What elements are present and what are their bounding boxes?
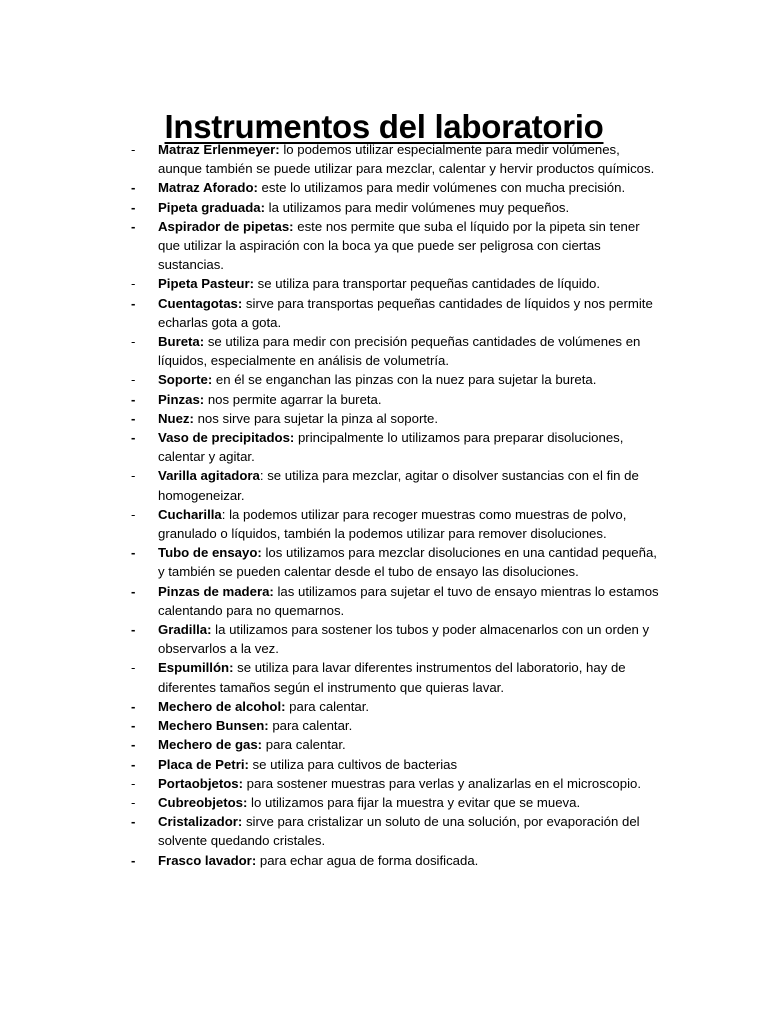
instrument-description: se utiliza para medir con precisión pequeñas cantidades de volúmenes en líquidos, especialmente en análisis de volumetría. bbox=[158, 334, 641, 369]
item-content bbox=[158, 582, 660, 620]
instrument-name: Mechero Bunsen: bbox=[158, 718, 269, 734]
list-bullet: - bbox=[131, 410, 136, 426]
list-item bbox=[130, 274, 660, 293]
instrument-name: Frasco lavador: bbox=[158, 852, 257, 868]
instrument-description: este lo utilizamos para medir volúmenes con mucha precisión. bbox=[257, 180, 626, 196]
instrument-name: Portaobjetos: bbox=[158, 775, 243, 791]
list-item bbox=[130, 543, 660, 581]
instrument-name: Pipeta graduada: bbox=[158, 199, 265, 215]
item-content bbox=[158, 370, 660, 389]
list-item bbox=[130, 428, 660, 466]
instrument-list bbox=[130, 140, 660, 870]
instrument-name: Nuez: bbox=[158, 410, 194, 426]
item-content bbox=[158, 217, 660, 275]
list-bullet: - bbox=[131, 180, 136, 196]
instrument-name: Soporte: bbox=[158, 372, 213, 388]
list-bullet: - bbox=[131, 430, 136, 446]
instrument-name: Matraz Aforado: bbox=[158, 180, 258, 196]
item-content bbox=[158, 774, 660, 793]
instrument-name: Mechero de gas: bbox=[158, 737, 263, 753]
list-item bbox=[130, 774, 660, 793]
list-bullet: - bbox=[131, 295, 136, 311]
list-bullet: - bbox=[131, 814, 136, 830]
instrument-description: nos permite agarrar la bureta. bbox=[204, 391, 382, 407]
item-content bbox=[158, 428, 660, 466]
instrument-description: principalmente lo utilizamos para preparar disoluciones, calentar y agitar. bbox=[158, 430, 624, 465]
instrument-description: para calentar. bbox=[262, 737, 346, 753]
list-item bbox=[130, 582, 660, 620]
item-content bbox=[158, 332, 660, 370]
list-bullet: - bbox=[131, 334, 136, 350]
item-content bbox=[158, 274, 660, 293]
page-title: Instrumentos del laboratorio bbox=[164, 108, 604, 146]
list-item bbox=[130, 294, 660, 332]
instrument-description: sirve para cristalizar un soluto de una solución, por evaporación del solvente quedando cristales. bbox=[158, 814, 640, 849]
instrument-description: los utilizamos para mezclar disoluciones en una cantidad pequeña, y también se pueden calentar desde el tubo de ensayo las disoluciones. bbox=[158, 545, 657, 580]
list-bullet: - bbox=[131, 718, 136, 734]
instrument-description: la utilizamos para sostener los tubos y poder almacenarlos con un orden y observarlos a la vez. bbox=[158, 622, 650, 657]
instrument-description: para sostener muestras para verlas y analizarlas en el microscopio. bbox=[243, 775, 642, 791]
instrument-name: Matraz Erlenmeyer: bbox=[158, 142, 280, 157]
instrument-description: se utiliza para lavar diferentes instrumentos del laboratorio, hay de diferentes tamaños según el instrumento que quieras lavar. bbox=[158, 660, 626, 695]
list-bullet: - bbox=[131, 372, 136, 388]
list-bullet: - bbox=[131, 218, 136, 234]
list-bullet: - bbox=[131, 852, 136, 868]
instrument-name: Aspirador de pipetas: bbox=[158, 218, 294, 234]
list-item bbox=[130, 851, 660, 870]
list-bullet: - bbox=[131, 775, 136, 791]
instrument-name: Gradilla: bbox=[158, 622, 212, 638]
item-content bbox=[158, 658, 660, 696]
list-bullet: - bbox=[131, 622, 136, 638]
instrument-name: Bureta: bbox=[158, 334, 205, 350]
list-item bbox=[130, 620, 660, 658]
list-bullet: - bbox=[131, 660, 136, 676]
instrument-description: para calentar. bbox=[285, 698, 370, 714]
instrument-description: la utilizamos para medir volúmenes muy pequeños. bbox=[265, 199, 570, 215]
list-bullet: - bbox=[131, 142, 136, 157]
list-bullet: - bbox=[131, 794, 136, 810]
instrument-description: nos sirve para sujetar la pinza al soporte. bbox=[193, 410, 439, 426]
instrument-name: Cucharilla bbox=[158, 506, 222, 522]
list-item bbox=[130, 370, 660, 389]
instrument-name: Pinzas: bbox=[158, 391, 205, 407]
item-content bbox=[158, 716, 660, 735]
instrument-name: Placa de Petri: bbox=[158, 756, 249, 772]
item-content bbox=[158, 793, 660, 812]
instrument-description: para echar agua de forma dosificada. bbox=[256, 852, 479, 868]
list-bullet: - bbox=[131, 468, 136, 484]
list-item bbox=[130, 658, 660, 696]
instrument-name: Varilla agitadora bbox=[158, 468, 260, 484]
list-item bbox=[130, 697, 660, 716]
instrument-description: este nos permite que suba el líquido por la pipeta sin tener que utilizar la aspiración con la boca ya que puede ser peligrosa con ciertas sustancias. bbox=[158, 218, 640, 273]
list-item bbox=[130, 332, 660, 370]
item-content bbox=[158, 140, 660, 178]
list-item bbox=[130, 409, 660, 428]
instrument-description: las utilizamos para sujetar el tuvo de ensayo mientras lo estamos calentando para no quemarnos. bbox=[158, 583, 659, 618]
list-item bbox=[130, 466, 660, 504]
list-item bbox=[130, 735, 660, 754]
item-content bbox=[158, 755, 660, 774]
list-bullet: - bbox=[131, 506, 136, 522]
instrument-name: Cristalizador: bbox=[158, 814, 243, 830]
list-bullet: - bbox=[131, 545, 136, 561]
list-item bbox=[130, 793, 660, 812]
list-item bbox=[130, 390, 660, 409]
item-content bbox=[158, 178, 660, 197]
item-content bbox=[158, 543, 660, 581]
item-content bbox=[158, 505, 660, 543]
instrument-name: Vaso de precipitados: bbox=[158, 430, 295, 446]
list-bullet: - bbox=[131, 391, 136, 407]
instrument-description: se utiliza para cultivos de bacterias bbox=[248, 756, 458, 772]
item-content bbox=[158, 390, 660, 409]
item-content bbox=[158, 851, 660, 870]
instrument-description: : la podemos utilizar para recoger muestras como muestras de polvo, granulado o líquidos, también la podemos utilizar para remover disoluciones. bbox=[158, 506, 627, 542]
instrument-description: sirve para transportas pequeñas cantidades de líquidos y nos permite echarlas gota a gota. bbox=[158, 295, 653, 330]
instrument-description: : se utiliza para mezclar, agitar o disolver sustancias con el fin de homogeneizar. bbox=[158, 468, 639, 503]
instrument-description: lo utilizamos para fijar la muestra y evitar que se mueva. bbox=[247, 794, 581, 810]
instrument-name: Cuentagotas: bbox=[158, 295, 243, 311]
item-content bbox=[158, 466, 660, 504]
instrument-description: se utiliza para transportar pequeñas cantidades de líquido. bbox=[254, 276, 601, 292]
list-bullet: - bbox=[131, 737, 136, 753]
instrument-description: lo podemos utilizar especialmente para medir volúmenes, aunque también se puede utilizar para mezclar, calentar y hervir productos químicos. bbox=[158, 142, 655, 177]
item-content bbox=[158, 198, 660, 217]
list-bullet: - bbox=[131, 199, 136, 215]
item-content bbox=[158, 620, 660, 658]
item-content bbox=[158, 697, 660, 716]
instrument-description: en él se enganchan las pinzas con la nuez para sujetar la bureta. bbox=[212, 372, 597, 388]
item-content bbox=[158, 294, 660, 332]
list-item bbox=[130, 755, 660, 774]
list-item bbox=[130, 178, 660, 197]
list-item bbox=[130, 812, 660, 850]
instrument-name: Mechero de alcohol: bbox=[158, 698, 286, 714]
list-item bbox=[130, 140, 660, 178]
list-bullet: - bbox=[131, 698, 136, 714]
instrument-name: Tubo de ensayo: bbox=[158, 545, 262, 561]
list-item bbox=[130, 505, 660, 543]
instrument-name: Cubreobjetos: bbox=[158, 794, 248, 810]
instrument-name: Espumillón: bbox=[158, 660, 234, 676]
instrument-name: Pinzas de madera: bbox=[158, 583, 274, 599]
instrument-name: Pipeta Pasteur: bbox=[158, 276, 255, 292]
list-bullet: - bbox=[131, 583, 136, 599]
list-bullet: - bbox=[131, 756, 136, 772]
list-item bbox=[130, 716, 660, 735]
item-content bbox=[158, 812, 660, 850]
list-bullet: - bbox=[131, 276, 136, 292]
item-content bbox=[158, 409, 660, 428]
instrument-description: para calentar. bbox=[268, 718, 353, 734]
list-item bbox=[130, 217, 660, 275]
list-item bbox=[130, 198, 660, 217]
item-content bbox=[158, 735, 660, 754]
